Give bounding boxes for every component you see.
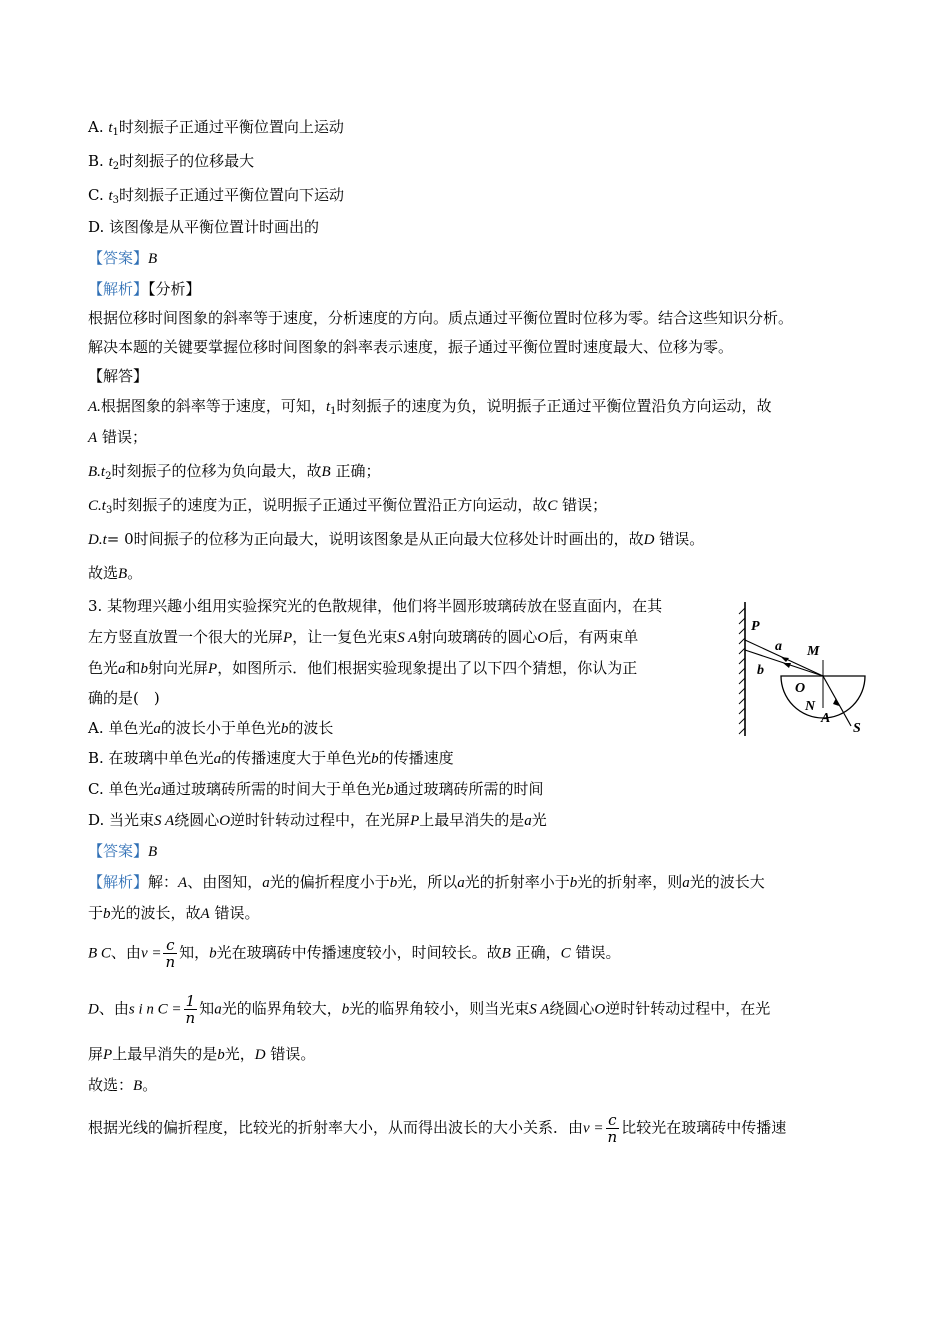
q2-solution-c: $C.t_3$时刻振子的速度为正，说明振子正通过平衡位置沿正方向运动，故C 错误； [88, 496, 608, 516]
q3-stem-line-3: 色光a和b射向光屏P，如图所示．他们根据实验现象提出了以下四个猜想，你认为正 [88, 659, 638, 677]
label-m: M [807, 644, 820, 659]
q2-solution-a-line-1: A.根据图象的斜率等于速度，可知，$t_1$时刻振子的速度为负，说明振子正通过平衡位置沿负方向运动，故 [88, 397, 772, 417]
fraction-c-over-n-2: $\frac{c}{n}$ [607, 1111, 618, 1146]
label-n: N [805, 699, 816, 714]
q3-solution-line-3: B C、由v = $\frac{c}{n}$ 知，b光在玻璃砖中传播速度较小，时间较长。故B 正确，C 错误。 [88, 936, 621, 971]
label-s: S [853, 721, 861, 736]
screen-hatching [739, 608, 745, 734]
label-b: b [757, 663, 764, 678]
q2-conclusion: 故选B。 [88, 564, 143, 582]
q2-option-d: D. 该图像是从平衡位置计时画出的 [88, 218, 320, 236]
q2-solution-a-line-2: A 错误； [88, 428, 147, 446]
q2-option-c: C. $t_3$时刻振子正通过平衡位置向下运动 [88, 186, 345, 206]
q2-analysis-line-1: 根据位移时间图象的斜率等于速度，分析速度的方向。质点通过平衡位置时位移为零。结合这些知识分析。 [88, 309, 794, 327]
q3-option-d: D. 当光束S A绕圆心O逆时针转动过程中，在光屏P上最早消失的是a光 [88, 811, 547, 829]
optics-figure [735, 600, 875, 740]
q2-analysis-heading: 【解析】【分析】 [88, 280, 201, 298]
label-a: a [775, 639, 782, 654]
q3-solution-line-6: 故选：B。 [88, 1076, 158, 1094]
q2-solution-heading: 【解答】 [88, 367, 149, 385]
q2-option-b: B. $t_2$时刻振子的位移最大 [88, 152, 255, 172]
label-p: P [751, 619, 760, 634]
q3-stem-line-2: 左方竖直放置一个很大的光屏P，让一复色光束S A射向玻璃砖的圆心O后，有两束单 [88, 628, 639, 646]
ray-b-arrow [783, 663, 791, 668]
q3-option-a: A. 单色光a的波长小于单色光b的波长 [88, 719, 334, 737]
fraction-1-over-n: $\frac{1}{n}$ [185, 992, 196, 1027]
q2-solution-d: D.t= 0时间振子的位移为正向最大，说明该图象是从正向最大位移处计时画出的，故D 错误。 [88, 530, 705, 548]
fraction-c-over-n: $\frac{c}{n}$ [165, 936, 176, 971]
q2-solution-b: $B.t_2$时刻振子的位移为负向最大，故B 正确； [88, 462, 381, 482]
label-o: O [795, 681, 806, 696]
q2-answer: 【答案】B [88, 249, 158, 267]
q3-option-c: C. 单色光a通过玻璃砖所需的时间大于单色光b通过玻璃砖所需的时间 [88, 780, 544, 798]
q3-stem-line-4: 确的是( ) [88, 689, 160, 707]
q3-solution-line-7: 根据光线的偏折程度，比较光的折射率大小，从而得出波长的大小关系．由v = $\frac{c}{n}$ 比较光在玻璃砖中传播速 [88, 1111, 787, 1146]
q2-analysis-line-2: 解决本题的关键要掌握位移时间图象的斜率表示速度，振子通过平衡位置时速度最大、位移为零。 [88, 338, 734, 356]
q2-option-a: A. $t_1$时刻振子正通过平衡位置向上运动 [88, 118, 344, 138]
q3-answer: 【答案】B [88, 842, 158, 860]
ray-a-arrow [781, 657, 789, 662]
q3-solution-line-2: 于b光的波长，故A 错误。 [88, 904, 260, 922]
q3-stem-line-1: 3. 某物理兴趣小组用实验探究光的色散规律，他们将半圆形玻璃砖放在竖直面内，在其 [88, 597, 663, 615]
label-a-point: A [821, 711, 831, 726]
q3-solution-line-4: D、由s i n C = $\frac{1}{n}$ 知a光的临界角较大，b光的临界角较小，则当光束S A绕圆心O逆时针转动过程中，在光 [88, 992, 771, 1027]
q3-option-b: B. 在玻璃中单色光a的传播速度大于单色光b的传播速度 [88, 749, 454, 767]
q3-solution-line-1: 【解析】解：A、由图知，a光的偏折程度小于b光，所以a光的折射率小于b光的折射率，则a光的波长大 [88, 873, 765, 891]
q3-solution-line-5: 屏P上最早消失的是b光，D 错误。 [88, 1045, 316, 1063]
